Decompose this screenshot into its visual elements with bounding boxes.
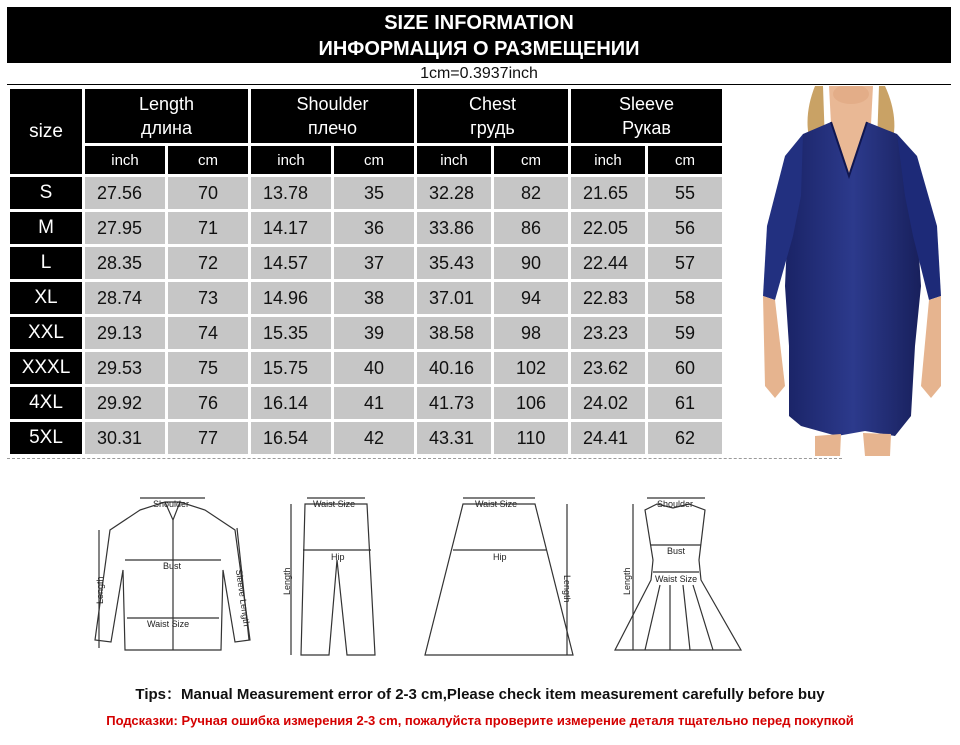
cm-value: 42 (334, 422, 414, 454)
title-en: SIZE INFORMATION (384, 12, 574, 34)
group-ru: Рукав (622, 118, 671, 138)
diagram-label: Bust (163, 561, 182, 571)
diagram-label: Shoulder (657, 499, 694, 509)
skirt-diagram (425, 498, 573, 655)
cm-value: 36 (334, 212, 414, 244)
cm-value: 75 (168, 352, 248, 384)
size-row (10, 177, 722, 209)
inch-value: 32.28 (417, 177, 491, 209)
section-divider (7, 458, 842, 459)
inch-value: 23.23 (571, 317, 645, 349)
unit-header: inch (251, 146, 331, 174)
cm-value: 110 (494, 422, 568, 454)
cm-value: 55 (648, 177, 722, 209)
size-label: XL (10, 282, 82, 314)
diagram-label: Waist Size (655, 574, 698, 584)
unit-header: cm (168, 146, 248, 174)
size-table (7, 86, 725, 457)
title-bar (7, 7, 951, 63)
inch-value: 43.31 (417, 422, 491, 454)
cm-value: 82 (494, 177, 568, 209)
inch-value: 15.75 (251, 352, 331, 384)
diagram-label: Hip (331, 552, 345, 562)
tips-ru: Подсказки: Ручная ошибка измерения 2-3 cm, пожалуйста проверите измерение деталя тщательно перед покупкой (106, 713, 854, 728)
size-row (10, 282, 722, 314)
size-label: L (10, 247, 82, 279)
cm-value: 59 (648, 317, 722, 349)
cm-value: 41 (334, 387, 414, 419)
cm-value: 76 (168, 387, 248, 419)
model-photo (745, 86, 953, 456)
unit-header: cm (494, 146, 568, 174)
size-row (10, 212, 722, 244)
group-header-shoulder (251, 89, 414, 143)
cm-value: 106 (494, 387, 568, 419)
cm-value: 35 (334, 177, 414, 209)
diagram-label: Length (562, 575, 572, 603)
diagram-label: Bust (667, 546, 686, 556)
unit-conversion: 1cm=0.3937inch (7, 64, 951, 85)
group-en: Shoulder (296, 94, 369, 114)
inch-value: 14.57 (251, 247, 331, 279)
inch-value: 28.74 (85, 282, 165, 314)
cm-value: 90 (494, 247, 568, 279)
measurement-diagrams (85, 490, 915, 670)
cm-value: 40 (334, 352, 414, 384)
inch-value: 15.35 (251, 317, 331, 349)
inch-value: 23.62 (571, 352, 645, 384)
inch-value: 16.54 (251, 422, 331, 454)
size-row (10, 317, 722, 349)
diagram-label: Waist Size (475, 499, 518, 509)
cm-value: 37 (334, 247, 414, 279)
size-label: M (10, 212, 82, 244)
inch-value: 29.53 (85, 352, 165, 384)
unit-header: inch (85, 146, 165, 174)
cm-value: 39 (334, 317, 414, 349)
inch-value: 14.17 (251, 212, 331, 244)
inch-value: 14.96 (251, 282, 331, 314)
cm-value: 60 (648, 352, 722, 384)
inch-value: 35.43 (417, 247, 491, 279)
inch-value: 29.92 (85, 387, 165, 419)
inch-value: 37.01 (417, 282, 491, 314)
group-header-chest (417, 89, 568, 143)
cm-value: 61 (648, 387, 722, 419)
size-row (10, 387, 722, 419)
inch-value: 33.86 (417, 212, 491, 244)
cm-value: 77 (168, 422, 248, 454)
group-ru: длина (140, 118, 192, 138)
inch-value: 22.05 (571, 212, 645, 244)
size-label: 4XL (10, 387, 82, 419)
inch-value: 13.78 (251, 177, 331, 209)
pants-diagram (291, 498, 375, 655)
inch-value: 29.13 (85, 317, 165, 349)
cm-value: 56 (648, 212, 722, 244)
diagram-label: Waist Size (147, 619, 190, 629)
diagram-label: Length (282, 567, 292, 595)
unit-header: inch (417, 146, 491, 174)
size-label: XXL (10, 317, 82, 349)
group-ru: грудь (470, 118, 515, 138)
cm-value: 102 (494, 352, 568, 384)
unit-header: inch (571, 146, 645, 174)
cm-value: 71 (168, 212, 248, 244)
inch-value: 27.56 (85, 177, 165, 209)
inch-value: 38.58 (417, 317, 491, 349)
size-label: S (10, 177, 82, 209)
cm-value: 74 (168, 317, 248, 349)
cm-value: 86 (494, 212, 568, 244)
inch-value: 40.16 (417, 352, 491, 384)
inch-value: 41.73 (417, 387, 491, 419)
diagram-label: Sleeve Length (233, 568, 252, 628)
diagram-label: Shoulder (153, 499, 190, 509)
size-rows (10, 177, 722, 454)
tips-en: Tips：Manual Measurement error of 2-3 cm,Please check item measurement carefully before buy (135, 686, 825, 703)
inch-value: 22.44 (571, 247, 645, 279)
size-label: 5XL (10, 422, 82, 454)
unit-header: cm (334, 146, 414, 174)
inch-value: 24.02 (571, 387, 645, 419)
group-header-length (85, 89, 248, 143)
cm-value: 58 (648, 282, 722, 314)
inch-value: 28.35 (85, 247, 165, 279)
group-header-sleeve (571, 89, 722, 143)
diagram-label: Length (95, 576, 105, 604)
inch-value: 16.14 (251, 387, 331, 419)
cm-value: 98 (494, 317, 568, 349)
title-ru: ИНФОРМАЦИЯ О РАЗМЕЩЕНИИ (318, 38, 640, 60)
cm-value: 38 (334, 282, 414, 314)
size-row (10, 247, 722, 279)
size-header: size (10, 89, 82, 174)
cm-value: 73 (168, 282, 248, 314)
inch-value: 22.83 (571, 282, 645, 314)
cm-value: 57 (648, 247, 722, 279)
diagram-label: Hip (493, 552, 507, 562)
unit-header: cm (648, 146, 722, 174)
cm-value: 94 (494, 282, 568, 314)
cm-value: 70 (168, 177, 248, 209)
inch-value: 21.65 (571, 177, 645, 209)
group-en: Sleeve (618, 94, 675, 114)
inch-value: 30.31 (85, 422, 165, 454)
diagram-label: Length (622, 567, 632, 595)
inch-value: 27.95 (85, 212, 165, 244)
inch-value: 24.41 (571, 422, 645, 454)
diagram-label: Waist Size (313, 499, 356, 509)
size-row (10, 352, 722, 384)
size-row (10, 422, 722, 454)
group-en: Length (138, 94, 195, 114)
group-en: Chest (468, 94, 517, 114)
cm-value: 62 (648, 422, 722, 454)
group-ru: плечо (307, 118, 358, 138)
cm-value: 72 (168, 247, 248, 279)
size-label: XXXL (10, 352, 82, 384)
